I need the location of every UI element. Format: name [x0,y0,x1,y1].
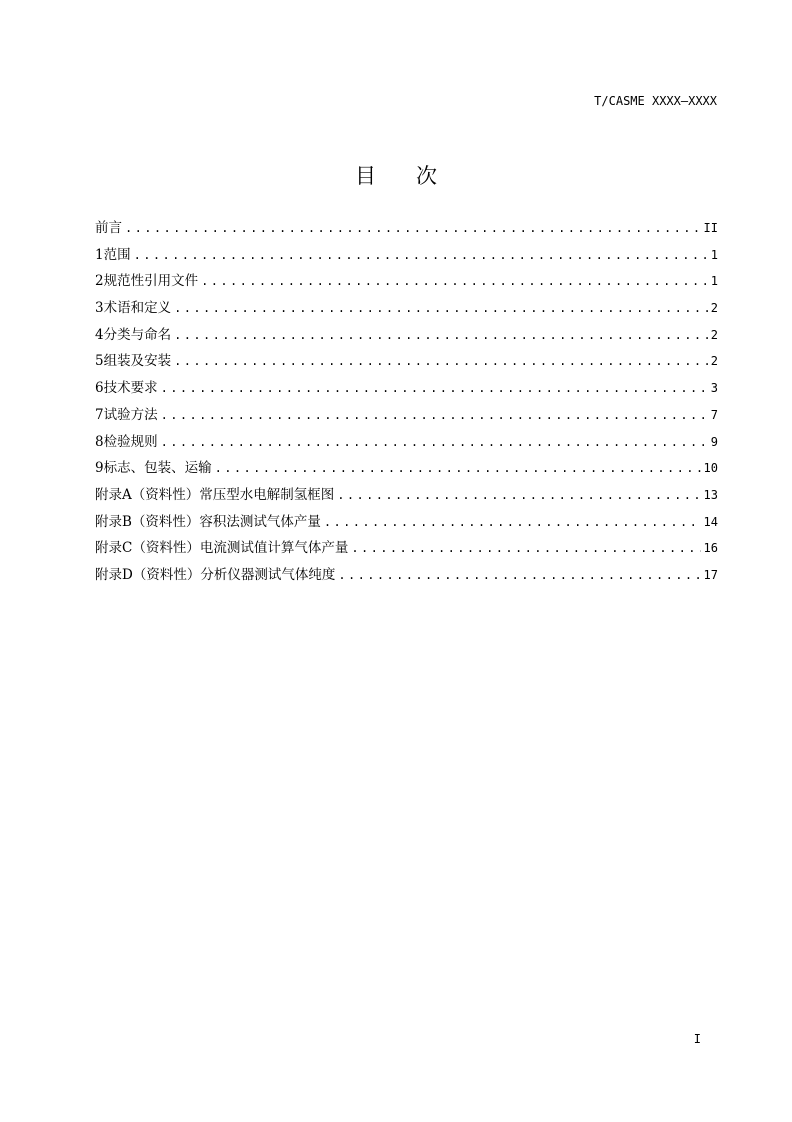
toc-entry-number: 3 [95,300,104,317]
toc-entry-6[interactable] [95,376,718,403]
toc-entry-5[interactable] [95,349,718,376]
toc-entry-text: 技术要求 [103,380,158,397]
toc-entry-text: 前言 [95,220,122,236]
toc-annex-page: 17 [703,567,718,582]
toc-entry-page: 7 [710,407,718,422]
toc-entry-text: 规范性引用文件 [103,273,199,290]
toc-annex-text: 分析仪器测试气体纯度 [200,566,336,583]
toc-entry-text: 标志、包装、运输 [103,460,212,477]
toc-entry-number: 2 [95,273,104,290]
toc-entry-page: 10 [703,461,718,476]
toc-entry-number: 6 [95,380,104,397]
toc-entry-1[interactable] [95,243,718,270]
toc-leader-dots [174,301,708,315]
toc-entry-number: 1 [95,246,104,263]
toc-annex-b[interactable] [95,510,718,537]
toc-entry-text: 组装及安装 [103,353,172,370]
toc-entry-page: 2 [710,301,718,316]
toc-leader-dots [161,381,708,395]
toc-entry-4[interactable] [95,323,718,350]
toc-leader-dots [161,435,708,449]
toc-leader-dots [324,515,701,529]
toc-annex-label: 附录A（资料性） [95,486,200,503]
toc-entry-page: 3 [710,381,718,396]
document-code: T/CASME XXXX—XXXX [594,94,717,108]
toc-annex-label: 附录C（资料性） [95,540,200,557]
toc-entry-text: 范围 [103,246,131,263]
toc-leader-dots [215,461,701,475]
page-number: I [693,1032,701,1046]
toc-annex-page: 14 [703,514,718,529]
toc-entry-number: 5 [95,353,104,370]
toc-annex-d[interactable] [95,563,718,590]
toc-entry-number: 4 [95,326,104,343]
toc-annex-page: 16 [703,541,718,556]
toc-entry-page: 1 [710,247,718,262]
toc-leader-dots [174,354,708,368]
toc-leader-dots [134,248,708,262]
toc-entry-text: 试验方法 [103,406,158,423]
toc-annex-a[interactable] [95,483,718,510]
toc-entry-number: 8 [95,433,104,450]
toc-entry-page: II [703,221,718,235]
toc-entry-page: 2 [710,327,718,342]
toc-leader-dots [125,221,701,235]
toc-entry-text: 检验规则 [103,433,158,450]
toc-leader-dots [337,488,700,502]
toc-leader-dots [201,274,708,288]
toc-leader-dots [338,568,700,582]
toc-entry-page: 1 [710,274,718,289]
toc-entry-number: 9 [95,460,104,477]
toc-leader-dots [351,541,700,555]
toc-entry-foreword[interactable] [95,216,718,243]
toc-entry-number: 7 [95,406,104,423]
toc-entry-8[interactable] [95,430,718,457]
toc-annex-page: 13 [703,487,718,502]
table-of-contents [95,216,718,590]
toc-annex-text: 常压型水电解制氢框图 [199,486,335,503]
toc-entry-3[interactable] [95,296,718,323]
toc-entry-text: 术语和定义 [103,300,172,317]
toc-entry-text: 分类与命名 [103,326,172,343]
toc-entry-9[interactable] [95,456,718,483]
toc-entry-7[interactable] [95,403,718,430]
toc-entry-page: 9 [710,434,718,449]
toc-annex-text: 容积法测试气体产量 [199,513,321,530]
toc-title: 目次 [355,164,477,188]
toc-annex-label: 附录D（资料性） [95,566,201,583]
toc-entry-2[interactable] [95,269,718,296]
toc-leader-dots [161,408,708,422]
toc-annex-text: 电流测试值计算气体产量 [199,540,349,557]
toc-leader-dots [174,328,708,342]
toc-annex-c[interactable] [95,536,718,563]
toc-annex-label: 附录B（资料性） [95,513,200,530]
toc-entry-page: 2 [710,354,718,369]
